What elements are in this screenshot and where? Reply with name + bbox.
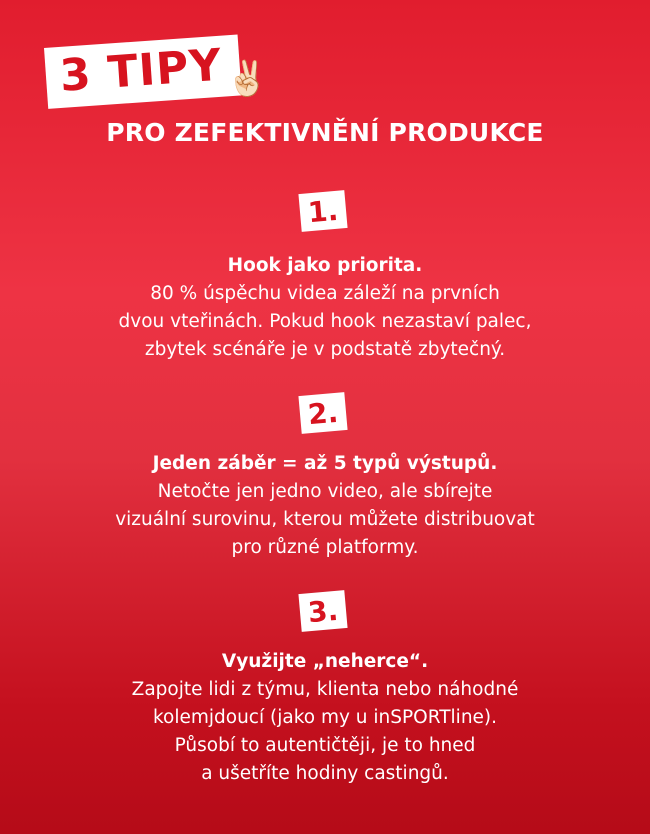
tip-2-line-1: Netočte jen jedno video, ale sbírejte xyxy=(157,481,493,502)
tip-1 xyxy=(0,252,650,364)
tip-1-line-2: dvou vteřinách. Pokud hook nezastaví palec, xyxy=(118,311,532,332)
tip-3-line-4: a ušetříte hodiny castingů. xyxy=(201,763,449,784)
tip-3-line-1: Zapojte lidi z týmu, klienta nebo náhodné xyxy=(131,679,519,700)
tip-1-line-3: zbytek scénáře je v podstatě zbytečný. xyxy=(144,339,506,360)
tip-2-number-badge: 2. xyxy=(298,392,347,434)
tip-2 xyxy=(0,450,650,562)
tip-1-number-badge: 1. xyxy=(298,190,347,232)
tip-1-line-1: 80 % úspěchu videa záleží na prvních xyxy=(150,283,500,304)
tip-3 xyxy=(0,648,650,788)
tip-1-heading: Hook jako priorita. xyxy=(227,255,423,276)
tip-2-line-2: vizuální surovinu, kterou můžete distribuovat xyxy=(115,509,535,530)
tip-3-line-2: kolemjdoucí (jako my u inSPORTline). xyxy=(152,707,498,728)
tip-2-line-3: pro různé platformy. xyxy=(231,537,419,558)
victory-hand-icon: ✌🏻 xyxy=(224,57,271,101)
tip-3-number-badge: 3. xyxy=(298,590,347,632)
tip-2-heading: Jeden záběr = až 5 typů výstupů. xyxy=(152,453,498,474)
page-subtitle: PRO ZEFEKTIVNĚNÍ PRODUKCE xyxy=(106,118,544,147)
tip-3-heading: Využijte „neherce“. xyxy=(221,651,429,672)
title-badge: 3 TIPY xyxy=(44,34,242,108)
tip-3-line-3: Působí to autentičtěji, je to hned xyxy=(174,735,476,756)
